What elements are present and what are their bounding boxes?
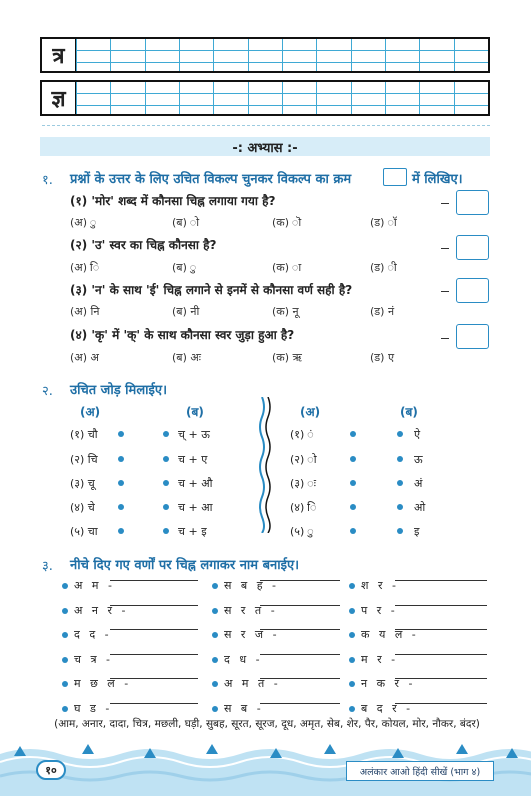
option: (अ) ि: [70, 261, 100, 274]
jumbled-word: ब द र -: [361, 701, 414, 715]
match-dot[interactable]: [118, 480, 124, 486]
bullet-dot: [212, 657, 218, 663]
match-dot[interactable]: [350, 456, 356, 462]
answer-line[interactable]: [395, 629, 487, 630]
jumbled-word: प र -: [361, 603, 398, 617]
bullet-dot: [349, 706, 355, 712]
match-left-a: (५) चा: [70, 525, 98, 538]
match-right-b: इ: [414, 525, 420, 538]
bullet-dot: [212, 608, 218, 614]
practice-cell[interactable]: [110, 82, 144, 114]
jumbled-word: अ न र -: [74, 603, 129, 617]
answer-dash: [441, 338, 449, 339]
bullet-dot: [212, 632, 218, 638]
q2-title: उचित जोड़ मिलाईए।: [70, 383, 167, 398]
option: (अ) नि: [70, 305, 100, 318]
exercise-banner: -: अभ्यास :-: [40, 137, 490, 156]
match-left-b: च + औ: [178, 477, 213, 490]
match-dot[interactable]: [397, 456, 403, 462]
q1-inline-box: [383, 168, 407, 186]
practice-cell[interactable]: [76, 82, 110, 114]
match-dot[interactable]: [163, 456, 169, 462]
page-number: १०: [36, 760, 66, 780]
jumbled-word: श र -: [361, 579, 399, 592]
match-right-b: अं: [414, 477, 423, 490]
practice-cell[interactable]: [316, 82, 350, 114]
answer-line[interactable]: [395, 605, 487, 606]
jumbled-word: स र ज -: [224, 628, 280, 641]
jumbled-word: घ ड -: [74, 701, 113, 715]
answer-line[interactable]: [395, 654, 487, 655]
bullet-dot: [349, 657, 355, 663]
practice-cell[interactable]: [419, 82, 453, 114]
answer-line[interactable]: [260, 654, 340, 655]
match-dot[interactable]: [350, 528, 356, 534]
match-right-a: (५) ु: [290, 525, 314, 538]
jumbled-word: स ब ह -: [224, 579, 280, 592]
bullet-dot: [212, 706, 218, 712]
option: (ड) नं: [370, 305, 395, 318]
answer-dash: [441, 248, 449, 249]
bullet-dot: [349, 608, 355, 614]
match-right-a: (२) ो: [290, 453, 317, 466]
option: (ब) अः: [172, 351, 201, 364]
answer-line[interactable]: [395, 678, 487, 679]
practice-cell[interactable]: [76, 39, 110, 71]
match-left-b: च + इ: [178, 525, 207, 538]
answer-line[interactable]: [110, 629, 198, 630]
practice-cell[interactable]: [351, 39, 385, 71]
match-right-b: ओ: [414, 501, 426, 514]
match-dot[interactable]: [118, 431, 124, 437]
q1-title-start: प्रश्नों के उत्तर के लिए उचित विकल्प चुनकर विकल्प का क्रम: [70, 172, 352, 187]
q3-number: ३.: [42, 559, 53, 574]
practice-cell[interactable]: [282, 82, 316, 114]
q1-number: १.: [42, 173, 53, 188]
match-dot[interactable]: [118, 456, 124, 462]
answer-line[interactable]: [110, 605, 198, 606]
option: (ड) ए: [370, 351, 395, 364]
practice-cell[interactable]: [454, 82, 488, 114]
answer-line[interactable]: [260, 703, 340, 704]
option: (अ) अ: [70, 351, 99, 364]
match-dot[interactable]: [350, 504, 356, 510]
match-left-a: (४) चे: [70, 501, 95, 514]
option: (ब) ो: [172, 216, 200, 229]
match-dot[interactable]: [397, 480, 403, 486]
option: (क) ॊ: [272, 216, 302, 229]
option: (ब) ु: [172, 261, 197, 274]
match-dot[interactable]: [118, 528, 124, 534]
bullet-dot: [212, 583, 218, 589]
practice-cell[interactable]: [179, 39, 213, 71]
answer-line[interactable]: [110, 580, 198, 581]
practice-row-2: [40, 80, 490, 116]
match-dot[interactable]: [350, 431, 356, 437]
q1-title-end: में लिखिए।: [412, 172, 463, 187]
practice-letter: त्र: [42, 39, 76, 71]
q1-answer-box-2[interactable]: [456, 235, 489, 260]
match-left-b: च + ए: [178, 453, 208, 466]
match-dot[interactable]: [397, 504, 403, 510]
jumbled-word: न क र -: [361, 677, 416, 690]
bullet-dot: [62, 681, 68, 687]
practice-cell[interactable]: [145, 82, 179, 114]
practice-cell[interactable]: [282, 39, 316, 71]
match-right-a: (३) ः: [290, 477, 316, 490]
match-dot[interactable]: [350, 480, 356, 486]
match-dot[interactable]: [397, 431, 403, 437]
option: (क) नू: [272, 305, 299, 318]
bullet-dot: [62, 608, 68, 614]
q1-item-1: (१) 'मोर' शब्द में कौनसा चिह्न लगाया गया है?: [70, 194, 276, 208]
jumbled-word: स ब -: [224, 701, 264, 715]
q1-answer-box-1[interactable]: [456, 190, 489, 215]
match-dot[interactable]: [163, 431, 169, 437]
answer-dash: [441, 291, 449, 292]
practice-letter: ज्ञ: [42, 82, 76, 114]
practice-cell[interactable]: [179, 82, 213, 114]
divider: [42, 125, 490, 126]
option: (क) ा: [272, 261, 302, 274]
match-dot[interactable]: [397, 528, 403, 534]
option: (अ) ु: [70, 216, 97, 229]
practice-cell[interactable]: [454, 39, 488, 71]
word-bank: (आम, अनार, दादा, चित्र, मछली, घड़ी, सुबह, सूरत, सूरज, दूध, अमृत, सेब, शेर, पैर, कोयल, मोर, नौकर, बंदर): [54, 718, 480, 730]
column-head: (ब): [400, 405, 418, 419]
jumbled-word: द द -: [74, 628, 112, 641]
bullet-dot: [349, 583, 355, 589]
match-dot[interactable]: [163, 504, 169, 510]
answer-line[interactable]: [395, 580, 487, 581]
match-left-b: च् + ऊ: [178, 428, 210, 441]
answer-line[interactable]: [260, 580, 340, 581]
bullet-dot: [62, 706, 68, 712]
q1-item-3: (३) 'न' के साथ 'ई' चिह्न लगाने से इनमें से कौनसा वर्ण सही है?: [70, 283, 353, 297]
match-dot[interactable]: [118, 504, 124, 510]
answer-line[interactable]: [260, 678, 340, 679]
answer-line[interactable]: [110, 678, 198, 679]
option: (ड) ॉ: [370, 216, 397, 229]
match-right-b: ऐ: [414, 428, 421, 441]
bullet-dot: [349, 632, 355, 638]
column-head: (अ): [300, 405, 321, 419]
q1-answer-box-4[interactable]: [456, 324, 489, 349]
option: (ड) ी: [370, 261, 397, 274]
practice-cell[interactable]: [419, 39, 453, 71]
practice-cell[interactable]: [213, 82, 247, 114]
match-dot[interactable]: [163, 528, 169, 534]
practice-row-1: [40, 37, 490, 73]
column-head: (ब): [186, 405, 204, 419]
answer-line[interactable]: [260, 629, 340, 630]
practice-cell[interactable]: [351, 82, 385, 114]
bullet-dot: [62, 632, 68, 638]
option: (क) ऋ: [272, 351, 302, 364]
jumbled-word: अ म -: [74, 579, 115, 592]
option: (ब) नी: [172, 305, 200, 318]
bullet-dot: [62, 657, 68, 663]
q1-item-2: (२) 'उ' स्वर का चिह्न कौनसा है?: [70, 238, 217, 252]
bullet-dot: [62, 583, 68, 589]
answer-dash: [441, 203, 449, 204]
match-left-b: च + आ: [178, 501, 213, 514]
match-left-a: (१) चौ: [70, 428, 98, 441]
q3-title: नीचे दिए गए वर्णों पर चिह्न लगाकर नाम बनाईए।: [70, 558, 300, 573]
jumbled-word: स र त -: [224, 603, 278, 617]
practice-cell[interactable]: [110, 39, 144, 71]
match-right-b: ऊ: [414, 453, 423, 466]
match-left-a: (३) चू: [70, 477, 95, 490]
jumbled-word: म र -: [361, 652, 399, 666]
practice-cell[interactable]: [248, 39, 282, 71]
practice-cell[interactable]: [248, 82, 282, 114]
book-title: अलंकार आओ हिंदी सीखें (भाग ४): [346, 761, 494, 781]
match-right-a: (४) ि: [290, 501, 317, 514]
answer-line[interactable]: [260, 605, 340, 606]
wavy-divider: [258, 397, 272, 533]
answer-line[interactable]: [110, 654, 198, 655]
bullet-dot: [212, 681, 218, 687]
jumbled-word: द ध -: [224, 652, 263, 666]
practice-cell[interactable]: [213, 39, 247, 71]
column-head: (अ): [80, 405, 101, 419]
q2-number: २.: [42, 384, 53, 399]
practice-cell[interactable]: [385, 82, 419, 114]
jumbled-word: च त्र -: [74, 652, 114, 666]
answer-line[interactable]: [110, 703, 198, 704]
jumbled-word: क य ल -: [361, 628, 419, 641]
q1-answer-box-3[interactable]: [456, 278, 489, 303]
jumbled-word: अ म त -: [224, 677, 281, 690]
q1-item-4: (४) 'कृ' में 'क्' के साथ कौनसा स्वर जुड़ा हुआ है?: [70, 328, 295, 342]
practice-cell[interactable]: [316, 39, 350, 71]
bullet-dot: [349, 681, 355, 687]
match-left-a: (२) चि: [70, 453, 98, 466]
match-dot[interactable]: [163, 480, 169, 486]
practice-cell[interactable]: [385, 39, 419, 71]
jumbled-word: म छ ल -: [74, 677, 132, 690]
answer-line[interactable]: [395, 703, 487, 704]
practice-cell[interactable]: [145, 39, 179, 71]
match-right-a: (१) ं: [290, 428, 314, 441]
